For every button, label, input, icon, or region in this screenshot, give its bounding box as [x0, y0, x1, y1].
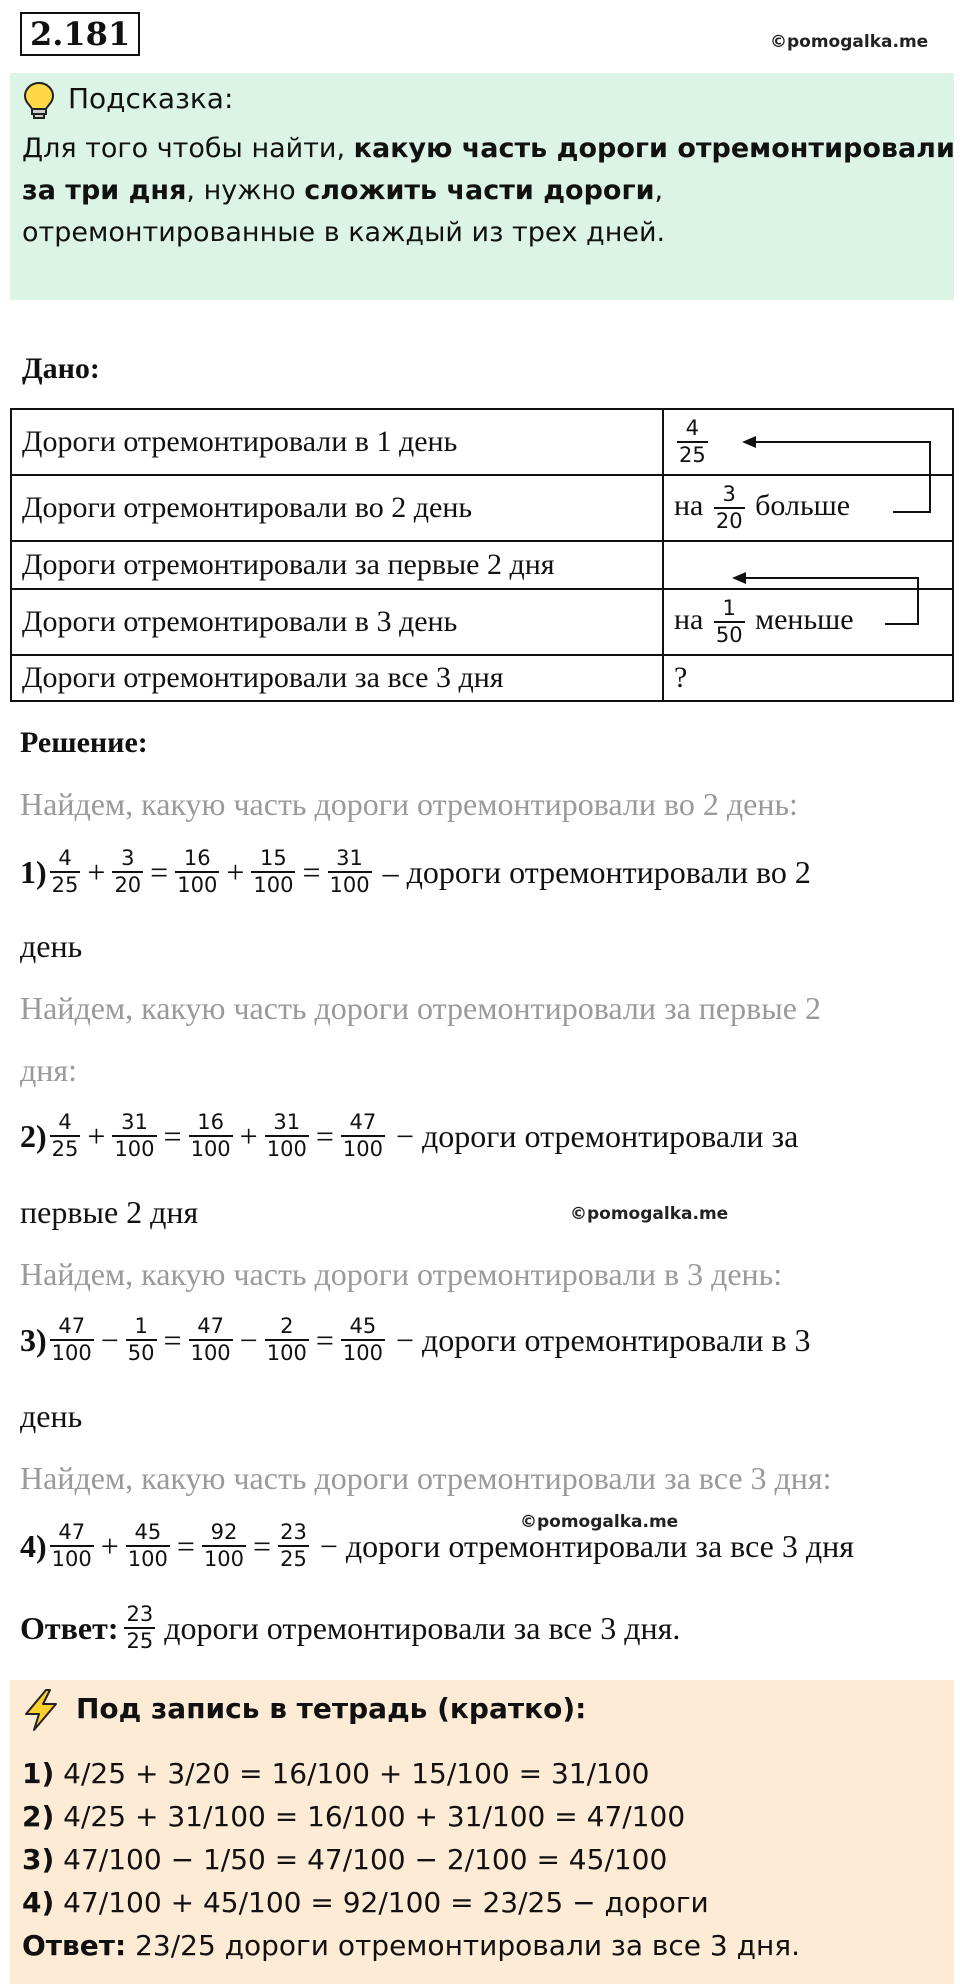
task-number: 2.181: [20, 12, 140, 56]
arrowhead-1: [742, 436, 756, 448]
step2-cont: первые 2 дня: [20, 1194, 199, 1230]
notebook-title: Под запись в тетрадь (кратко):: [76, 1692, 587, 1725]
given-value-2: на $\frac{3}{20}$ больше: [663, 475, 953, 541]
step2-intro-b: дня:: [20, 1052, 78, 1088]
arrow-up-2: [740, 578, 918, 624]
hint-line-2: за три дня, нужно сложить части дороги,: [22, 175, 664, 206]
given-label-5: Дороги отремонтировали за все 3 дня: [11, 655, 663, 701]
given-label-3: Дороги отремонтировали за первые 2 дня: [11, 541, 663, 589]
notebook-answer: Ответ: 23/25 дороги отремонтировали за все 3 дня.: [22, 1929, 801, 1962]
given-label-2: Дороги отремонтировали во 2 день: [11, 475, 663, 541]
step3-equation: 3) $\frac{47}{100}$ − $\frac{1}{50}$ = $\frac{47}{100}$ − $\frac{2}{100}$ = $\frac{45}{100}$ − дороги отремонтировали в 3: [20, 1314, 811, 1365]
watermark-top: ©pomogalka.me: [770, 32, 929, 52]
step3-cont: день: [20, 1398, 83, 1434]
step1-equation: 1) $\frac{4}{25}$ + $\frac{3}{20}$ = $\frac{16}{100}$ + $\frac{15}{100}$ = $\frac{31}{100}$ – дороги отремонтировали во 2: [20, 846, 811, 897]
notebook-line-4: 4) 47/100 + 45/100 = 92/100 = 23/25 − дороги: [22, 1886, 709, 1919]
hint-line-1: Для того чтобы найти, какую часть дороги отремонтировали: [22, 133, 955, 164]
arrowhead-2: [732, 572, 746, 584]
given-value-4: на $\frac{1}{50}$ меньше: [663, 589, 953, 655]
step2-intro-a: Найдем, какую часть дороги отремонтировали за первые 2: [20, 990, 821, 1026]
answer-line: Ответ: $\frac{23}{25}$ дороги отремонтировали за все 3 дня.: [20, 1602, 681, 1653]
fraction: $\frac{4}{25}$: [679, 416, 706, 467]
given-value-5: ?: [663, 655, 953, 701]
given-heading: Дано:: [22, 352, 100, 385]
step4-equation: 4) $\frac{47}{100}$ + $\frac{45}{100}$ = $\frac{92}{100}$ = $\frac{23}{25}$ − дороги отремонтировали за все 3 дня: [20, 1520, 854, 1571]
hint-line-3: отремонтированные в каждый из трех дней.: [22, 217, 666, 248]
arrow-up-1: [750, 442, 930, 512]
lightning-icon: [22, 1688, 60, 1732]
notebook-line-1: 1) 4/25 + 3/20 = 16/100 + 15/100 = 31/100: [22, 1757, 650, 1790]
notebook-line-3: 3) 47/100 − 1/50 = 47/100 − 2/100 = 45/100: [22, 1843, 668, 1876]
hint-title: Подсказка:: [68, 82, 234, 115]
step2-equation: 2) $\frac{4}{25}$ + $\frac{31}{100}$ = $\frac{16}{100}$ + $\frac{31}{100}$ = $\frac{47}{100}$ − дороги отремонтировали за: [20, 1110, 799, 1161]
watermark-middle: ©pomogalka.me: [570, 1204, 729, 1224]
notebook-line-2: 2) 4/25 + 31/100 = 16/100 + 31/100 = 47/100: [22, 1800, 686, 1833]
step1-intro: Найдем, какую часть дороги отремонтировали во 2 день:: [20, 786, 798, 822]
given-label-1: Дороги отремонтировали в 1 день: [11, 409, 663, 475]
step4-intro: Найдем, какую часть дороги отремонтировали за все 3 дня:: [20, 1460, 832, 1496]
solution-heading: Решение:: [20, 726, 148, 759]
watermark-lower: ©pomogalka.me: [520, 1512, 679, 1532]
step1-cont: день: [20, 928, 83, 964]
fraction: $\frac{3}{20}$: [715, 482, 743, 533]
fraction: $\frac{1}{50}$: [715, 596, 743, 647]
reference-arrows: [0, 0, 960, 720]
step3-intro: Найдем, какую часть дороги отремонтировали в 3 день:: [20, 1256, 783, 1292]
given-label-4: Дороги отремонтировали в 3 день: [11, 589, 663, 655]
